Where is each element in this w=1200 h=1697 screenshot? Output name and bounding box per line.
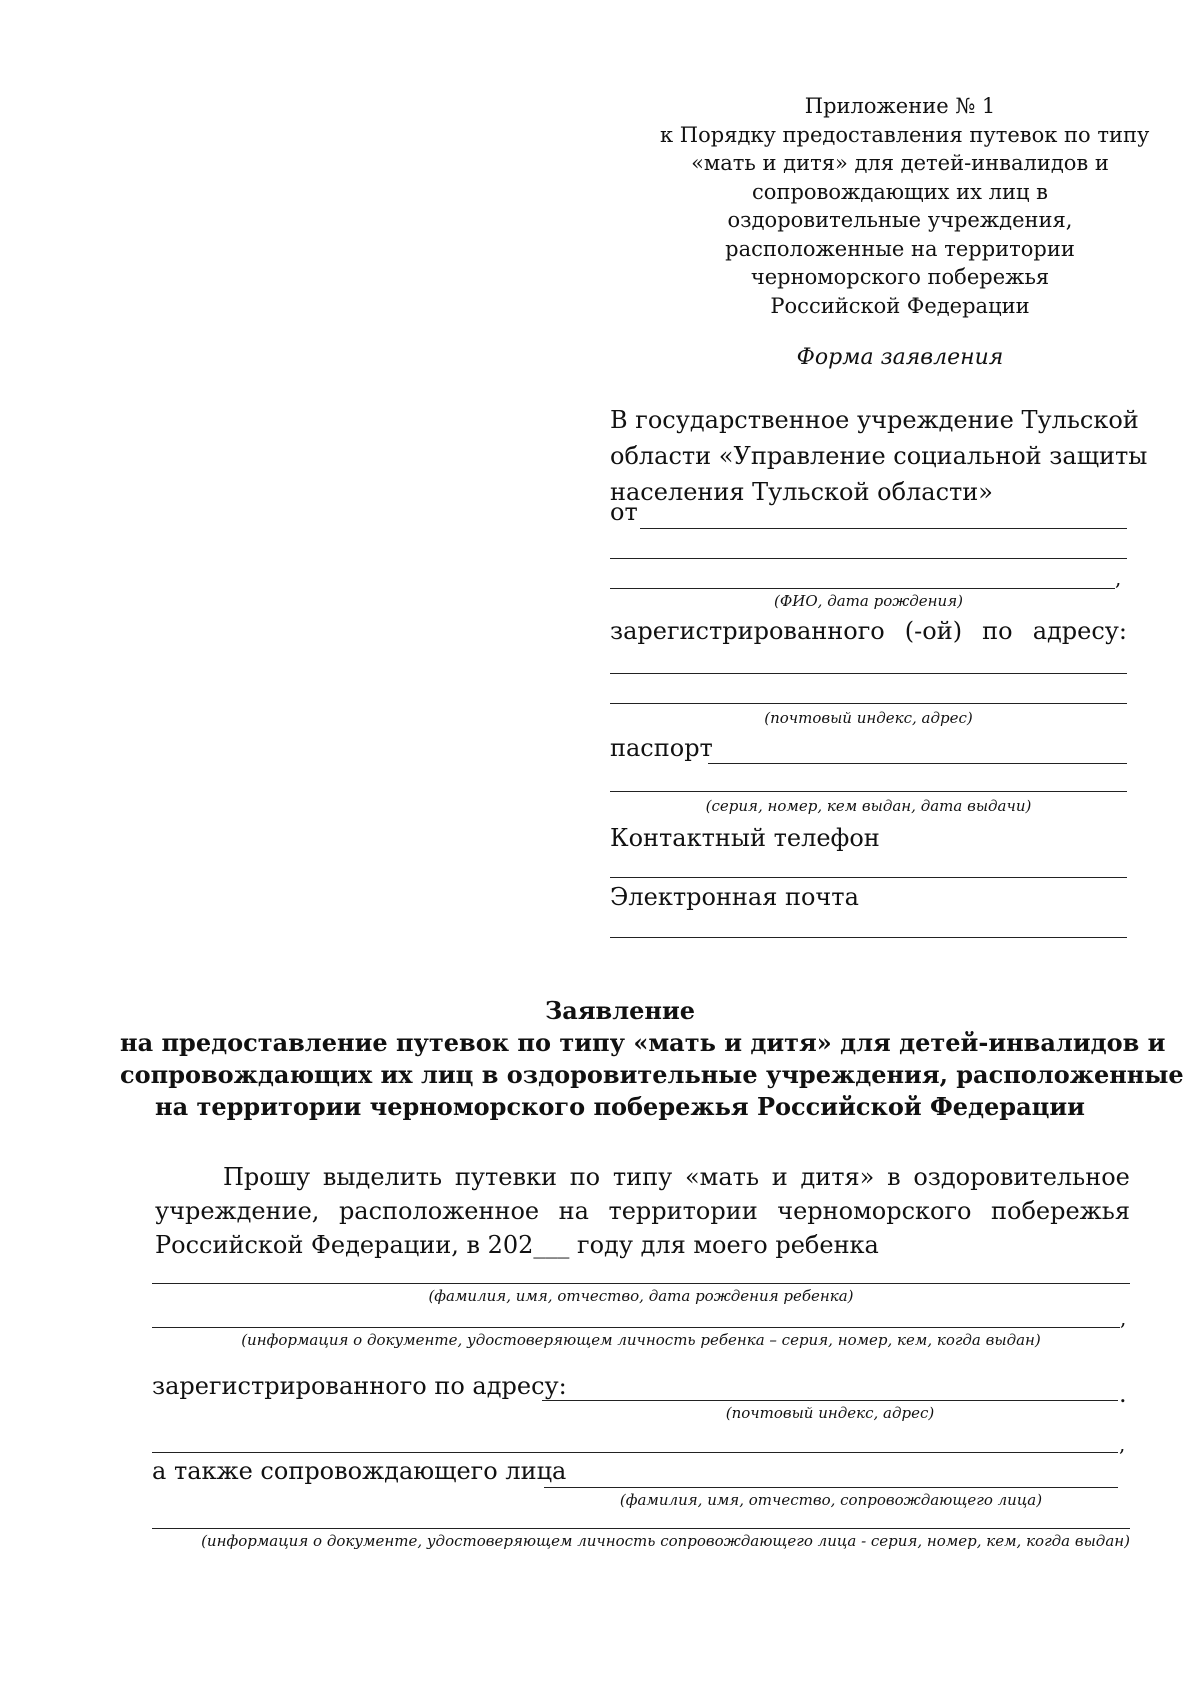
word: типу: [612, 1163, 673, 1191]
from-field-line-3[interactable]: [610, 588, 1115, 589]
from-field-line-2[interactable]: [610, 558, 1127, 559]
word: Прошу: [223, 1163, 311, 1191]
appendix-line: расположенные на территории: [725, 236, 1075, 261]
request-line-3: Российской Федерации, в 202___ году для моего ребенка: [155, 1231, 879, 1259]
addressee-line: В государственное учреждение Тульской: [610, 406, 1139, 434]
registered-word: адресу:: [1032, 617, 1127, 645]
registered-word: по: [982, 617, 1013, 645]
request-line-1: [155, 1160, 1130, 1194]
appendix-line: «мать и дитя» для детей-инвалидов и: [691, 151, 1109, 175]
word: расположенное: [338, 1197, 540, 1225]
addressee-line: области «Управление социальной защиты: [610, 442, 1148, 470]
addressee-line: населения Тульской области»: [610, 478, 993, 506]
period: .: [1119, 1380, 1127, 1408]
child-address-field[interactable]: [542, 1400, 1118, 1401]
passport-field-line-2[interactable]: [610, 791, 1127, 792]
appendix-number: Приложение № 1: [804, 94, 996, 118]
accompany-document-hint: (информация о документе, удостоверяющем личность сопровождающего лица - серия, номер, кем, когда выдан): [201, 1532, 1130, 1550]
from-field[interactable]: [640, 528, 1127, 529]
registered-label: [610, 617, 1127, 645]
comma: ,: [1115, 566, 1122, 590]
fio-hint: (ФИО, дата рождения): [774, 592, 963, 610]
accompany-document-field[interactable]: [152, 1528, 1130, 1529]
child-postal-hint: (почтовый индекс, адрес): [725, 1404, 935, 1422]
word: учреждение,: [155, 1197, 320, 1225]
postal-hint: (почтовый индекс, адрес): [764, 709, 973, 727]
accompany-label: а также сопровождающего лица: [152, 1457, 567, 1485]
registered-word: (-ой): [904, 617, 963, 645]
comma: ,: [1120, 1306, 1127, 1330]
request-line-2: [155, 1194, 1130, 1228]
email-field[interactable]: [610, 937, 1127, 938]
address-field-line-1[interactable]: [610, 673, 1127, 674]
appendix-line: Российской Федерации: [770, 293, 1030, 318]
comma: ,: [1119, 1432, 1126, 1456]
appendix-line: сопровождающих их лиц в: [752, 179, 1048, 204]
addressee-block: [610, 402, 1148, 510]
word: побережья: [991, 1197, 1130, 1225]
from-label: от: [610, 498, 638, 526]
child-name-field[interactable]: [152, 1283, 1130, 1284]
word: путевки: [454, 1163, 557, 1191]
word: «мать: [685, 1163, 760, 1191]
appendix-line: черноморского побережья: [750, 265, 1050, 289]
accompany-name-hint: (фамилия, имя, отчество, сопровождающего лица): [619, 1491, 1043, 1509]
child-name-hint: (фамилия, имя, отчество, дата рождения ребенка): [428, 1287, 854, 1305]
form-title: Форма заявления: [796, 345, 1004, 370]
passport-hint: (серия, номер, кем выдан, дата выдачи): [705, 797, 1032, 815]
email-label: Электронная почта: [610, 883, 859, 911]
title-line: сопровождающих их лиц в оздоровительные учреждения, расположенные: [120, 1060, 1184, 1089]
title-line: Заявление: [544, 996, 696, 1025]
word: по: [569, 1163, 601, 1191]
word: черноморского: [777, 1197, 972, 1225]
word: оздоровительное: [913, 1163, 1130, 1191]
title-line: на территории черноморского побережья Российской Федерации: [155, 1092, 1085, 1121]
child-document-hint: (информация о документе, удостоверяющем личность ребенка – серия, номер, кем, когда выдан): [241, 1331, 1041, 1349]
child-registered-label: зарегистрированного по адресу:: [152, 1372, 567, 1400]
phone-label: Контактный телефон: [610, 824, 880, 852]
child-document-field[interactable]: [152, 1327, 1120, 1328]
word: выделить: [322, 1163, 443, 1191]
request-text: [155, 1160, 1130, 1262]
word: дитя»: [800, 1163, 875, 1191]
word: в: [887, 1163, 901, 1191]
appendix-header: [660, 92, 1150, 320]
registered-word: зарегистрированного: [610, 617, 885, 645]
word: на: [558, 1197, 589, 1225]
statement-title: [120, 995, 1184, 1123]
word: и: [771, 1163, 788, 1191]
phone-field[interactable]: [610, 877, 1127, 878]
address-field-line-2[interactable]: [610, 703, 1127, 704]
title-line: на предоставление путевок по типу «мать и дитя» для детей-инвалидов и: [120, 1028, 1166, 1057]
appendix-line: оздоровительные учреждения,: [727, 208, 1073, 232]
passport-label: паспорт: [610, 734, 713, 762]
word: территории: [608, 1197, 758, 1225]
child-address-field-line-2[interactable]: [152, 1452, 1118, 1453]
accompany-name-field[interactable]: [544, 1487, 1118, 1488]
appendix-line: к Порядку предоставления путевок по типу: [660, 122, 1150, 147]
passport-field[interactable]: [708, 763, 1127, 764]
